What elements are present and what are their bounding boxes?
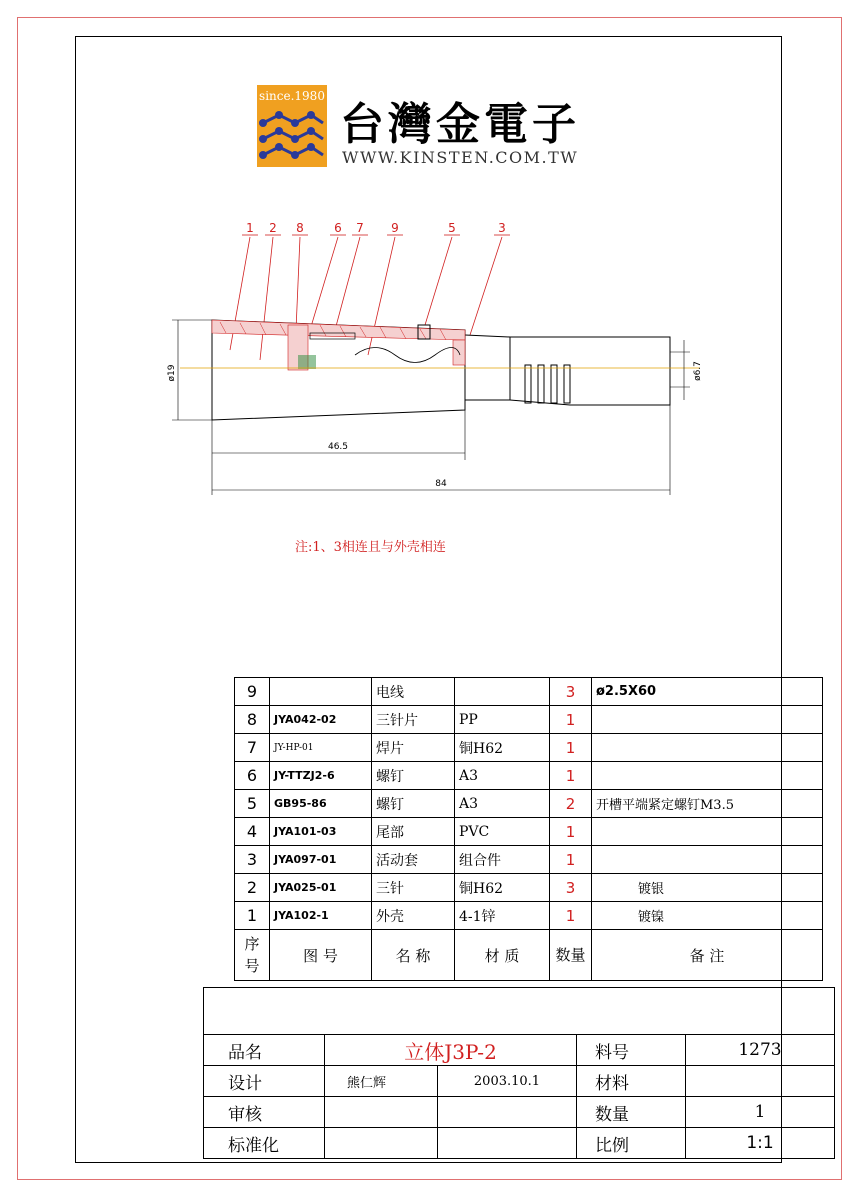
part-no-label: 料号: [577, 1035, 686, 1066]
header-code: 图 号: [270, 930, 372, 981]
part-qty: 3: [550, 874, 592, 902]
scale-value: 1:1: [686, 1128, 835, 1159]
part-qty: 3: [550, 678, 592, 706]
standard-date: [438, 1128, 577, 1159]
design-label: 设计: [204, 1066, 325, 1097]
drawing-note: 注:1、3相连且与外壳相连: [295, 540, 446, 555]
connector-drawing: [160, 215, 720, 505]
review-label: 审核: [204, 1097, 325, 1128]
product-value: 立体J3P-2: [325, 1035, 577, 1066]
part-code: JYA097-01: [270, 846, 372, 874]
part-material: 组合件: [455, 846, 550, 874]
part-material: [455, 678, 550, 706]
part-remark: 镀银: [592, 874, 823, 902]
dim-total-length: 84: [435, 479, 447, 489]
part-material: 铜H62: [455, 874, 550, 902]
callout-label: 9: [391, 221, 399, 235]
company-logo: [257, 85, 327, 167]
part-qty: 1: [550, 734, 592, 762]
table-row: [235, 790, 823, 818]
header-qty: 数量: [550, 930, 592, 981]
part-code: JYA102-1: [270, 902, 372, 930]
callout-label: 3: [498, 221, 506, 235]
part-code: JYA025-01: [270, 874, 372, 902]
design-date: 2003.10.1: [438, 1066, 577, 1097]
table-row: [235, 902, 823, 930]
table-row: [235, 706, 823, 734]
table-row: [235, 818, 823, 846]
part-material: A3: [455, 790, 550, 818]
company-name: 台灣金電子: [340, 99, 580, 150]
part-remark: [592, 818, 823, 846]
quantity-label: 数量: [577, 1097, 686, 1128]
material-label: 材料: [577, 1066, 686, 1097]
part-qty: 1: [550, 902, 592, 930]
header-material: 材 质: [455, 930, 550, 981]
part-name: 外壳: [372, 902, 455, 930]
part-name: 焊片: [372, 734, 455, 762]
part-name: 螺钉: [372, 762, 455, 790]
part-name: 电线: [372, 678, 455, 706]
part-material: PP: [455, 706, 550, 734]
dim-short-length: 46.5: [327, 442, 349, 452]
callout-label: 1: [246, 221, 254, 235]
part-no: 5: [235, 790, 270, 818]
part-no: 7: [235, 734, 270, 762]
table-row: [235, 734, 823, 762]
callout-label: 2: [269, 221, 277, 235]
table-header-row: [235, 930, 823, 981]
title-block-blank: [204, 988, 835, 1035]
scale-label: 比例: [577, 1128, 686, 1159]
part-no: 3: [235, 846, 270, 874]
standard-signer: [325, 1128, 438, 1159]
part-code: JYA101-03: [270, 818, 372, 846]
part-name: 三针: [372, 874, 455, 902]
review-signer: [325, 1097, 438, 1128]
company-url: WWW.KINSTEN.COM.TW: [342, 148, 579, 167]
logo-since-text: since.1980: [259, 89, 325, 103]
dim-right-diameter: ø6.7: [693, 361, 703, 381]
part-material: PVC: [455, 818, 550, 846]
part-qty: 1: [550, 762, 592, 790]
header-name: 名 称: [372, 930, 455, 981]
review-date: [438, 1097, 577, 1128]
standard-label: 标准化: [204, 1128, 325, 1159]
part-qty: 1: [550, 706, 592, 734]
part-name: 尾部: [372, 818, 455, 846]
part-code: JY-TTZJ2-6: [270, 762, 372, 790]
part-code: JY-HP-01: [270, 734, 372, 762]
part-no: 2: [235, 874, 270, 902]
part-no-value: 1273: [686, 1035, 835, 1066]
product-label: 品名: [204, 1035, 325, 1066]
part-code: GB95-86: [270, 790, 372, 818]
part-material: 4-1锌: [455, 902, 550, 930]
title-block: [203, 987, 835, 1159]
material-value: [686, 1066, 835, 1097]
part-qty: 1: [550, 818, 592, 846]
part-no: 9: [235, 678, 270, 706]
part-no: 1: [235, 902, 270, 930]
quantity-value: 1: [686, 1097, 835, 1128]
part-name: 活动套: [372, 846, 455, 874]
callout-label: 5: [448, 221, 456, 235]
part-no: 8: [235, 706, 270, 734]
parts-table: [234, 677, 823, 981]
part-qty: 1: [550, 846, 592, 874]
part-code: [270, 678, 372, 706]
callout-label: 6: [334, 221, 342, 235]
table-row: [235, 846, 823, 874]
part-remark: [592, 734, 823, 762]
part-remark: [592, 846, 823, 874]
part-qty: 2: [550, 790, 592, 818]
header-remark: 备 注: [592, 930, 823, 981]
part-no: 4: [235, 818, 270, 846]
table-row: [235, 874, 823, 902]
header-no: 序号: [235, 930, 270, 981]
part-name: 三针片: [372, 706, 455, 734]
table-row: [235, 678, 823, 706]
part-material: A3: [455, 762, 550, 790]
part-remark: 开槽平端紧定螺钉M3.5: [592, 790, 823, 818]
part-remark: 镀镍: [592, 902, 823, 930]
part-remark: [592, 762, 823, 790]
callout-label: 7: [356, 221, 364, 235]
dim-left-diameter: ø19: [167, 364, 177, 382]
part-no: 6: [235, 762, 270, 790]
part-remark: ø2.5X60: [592, 678, 823, 706]
part-remark: [592, 706, 823, 734]
part-code: JYA042-02: [270, 706, 372, 734]
callout-label: 8: [296, 221, 304, 235]
part-material: 铜H62: [455, 734, 550, 762]
designer-name: 熊仁辉: [325, 1066, 438, 1097]
table-row: [235, 762, 823, 790]
part-name: 螺钉: [372, 790, 455, 818]
